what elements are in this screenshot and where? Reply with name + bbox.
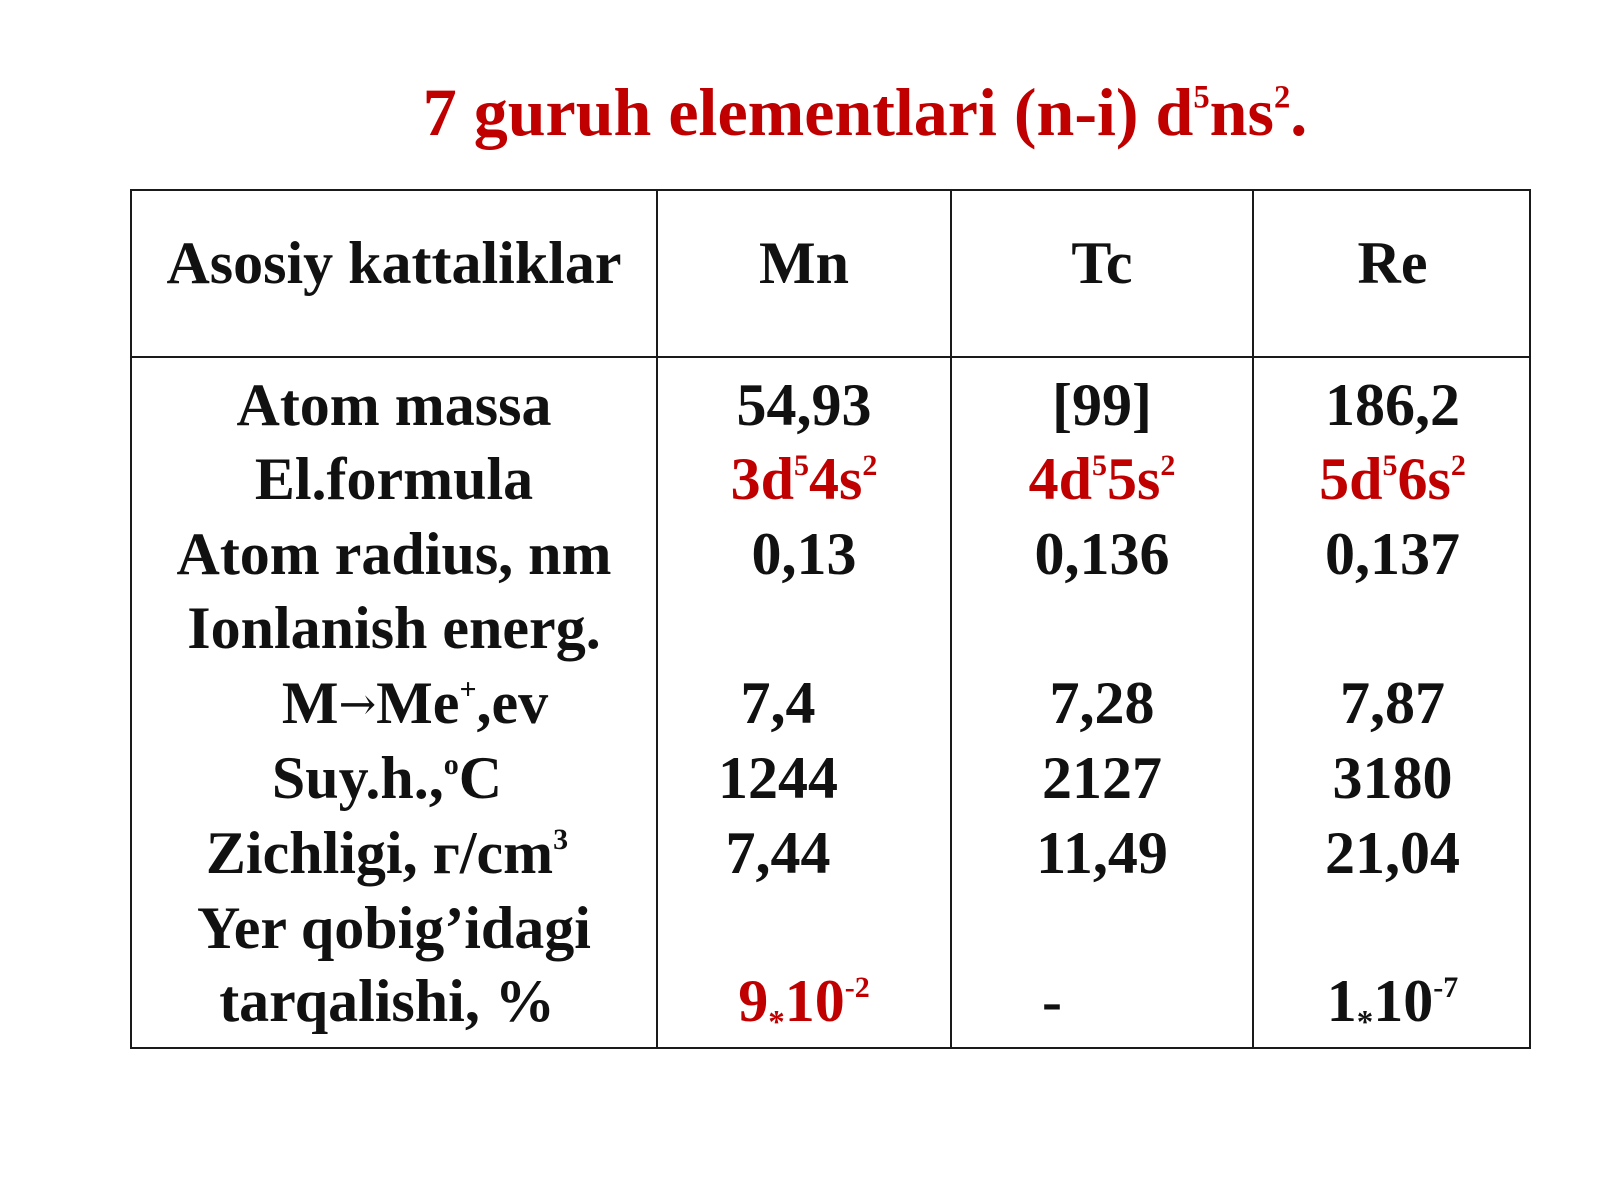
right-arrow-icon: → xyxy=(338,677,377,731)
label-el-formula: El.formula xyxy=(254,446,534,512)
mn-crust-abundance: $9_*10^{-2}$ xyxy=(738,968,870,1041)
mn-density: 7,44 xyxy=(725,820,831,886)
label-atom-massa: Atom massa xyxy=(236,372,552,438)
re-density: 21,04 xyxy=(1325,820,1460,886)
tc-crust-abundance: - xyxy=(1042,968,1062,1034)
tc-density: 11,49 xyxy=(1036,820,1168,886)
mn-atom-radius: 0,13 xyxy=(751,521,857,587)
header-re: Re xyxy=(1357,230,1428,296)
label-ionlanish: Ionlanish energ. xyxy=(187,595,601,661)
label-atom-radius: Atom radius, nm xyxy=(176,521,612,587)
mn-el-formula: $3d^54s^2$ xyxy=(730,446,878,512)
tc-el-formula: $4d^55s^2$ xyxy=(1028,446,1176,512)
column-divider xyxy=(656,191,658,1047)
header-mn: Mn xyxy=(759,230,849,296)
mn-atom-massa: 54,93 xyxy=(736,372,872,438)
label-crust-abundance-2: tarqalishi, % xyxy=(219,968,555,1034)
tc-melting-point: 2127 xyxy=(1042,745,1162,811)
re-melting-point: 3180 xyxy=(1332,745,1453,811)
re-atom-radius: 0,137 xyxy=(1325,521,1460,587)
header-divider xyxy=(132,356,1529,358)
page-title: 7 guruh elementlari (n-i) $d^5ns^2$. xyxy=(422,74,1308,150)
re-crust-abundance: $1_*10^{-7}$ xyxy=(1326,968,1459,1041)
re-atom-massa: 186,2 xyxy=(1325,372,1460,438)
header-asosiy-kattaliklar: Asosiy kattaliklar xyxy=(166,230,622,296)
re-ionization: 7,87 xyxy=(1340,670,1445,736)
label-ionization-m-me: M→Me+,ev xyxy=(281,670,549,736)
tc-atom-radius: 0,136 xyxy=(1034,521,1170,587)
label-density: Zichligi, $г/cm^3$ xyxy=(205,820,569,886)
properties-table xyxy=(130,189,1531,1049)
column-divider xyxy=(950,191,952,1047)
re-el-formula: $5d^56s^2$ xyxy=(1319,446,1466,512)
header-tc: Tc xyxy=(1071,230,1133,296)
mn-melting-point: 1244 xyxy=(718,745,838,811)
tc-atom-massa: [99] xyxy=(1052,372,1152,438)
tc-ionization: 7,28 xyxy=(1049,670,1155,736)
column-divider xyxy=(1252,191,1254,1047)
mn-ionization: 7,4 xyxy=(740,670,816,736)
label-crust-abundance-1: Yer qobig’idagi xyxy=(197,895,591,961)
label-melting-point: Suy.h.,$^o$C xyxy=(271,745,503,811)
